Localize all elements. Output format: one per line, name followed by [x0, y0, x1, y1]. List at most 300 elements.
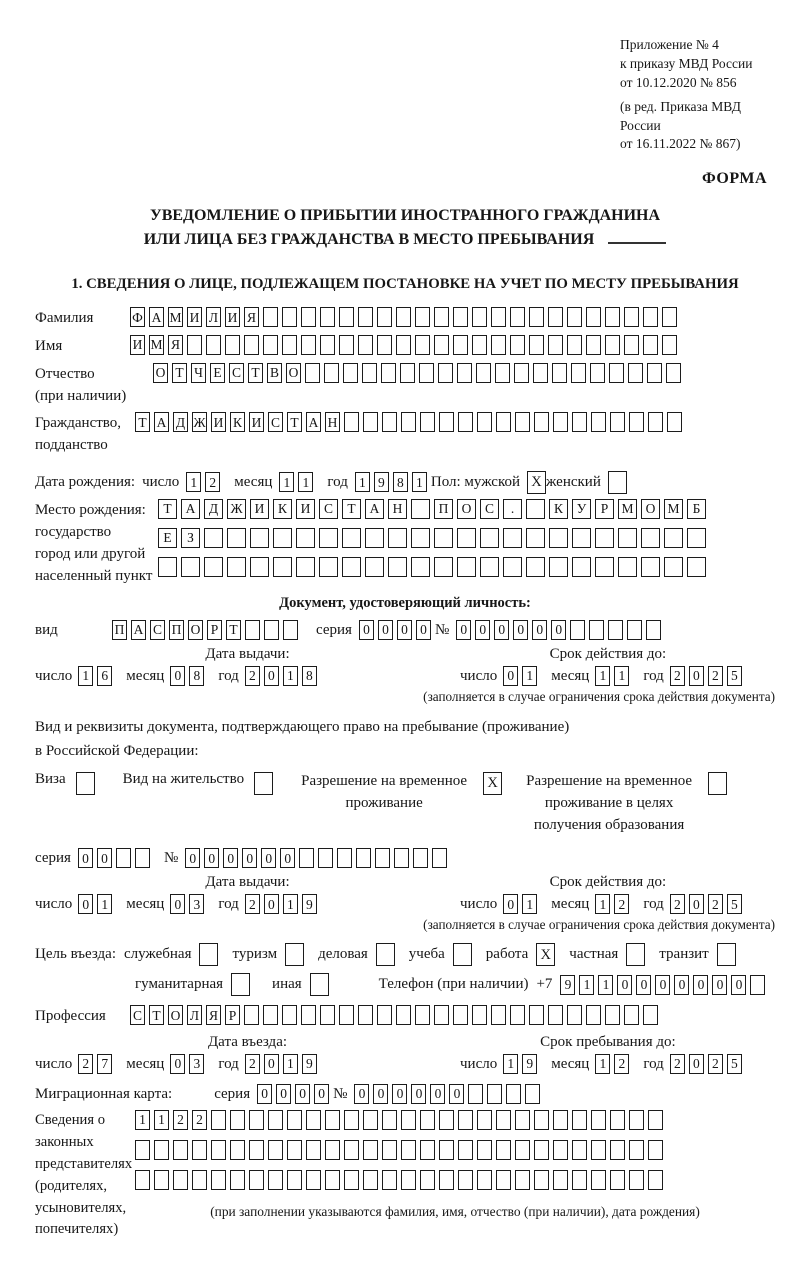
- char-box[interactable]: [567, 307, 582, 327]
- char-box[interactable]: [591, 1170, 606, 1190]
- char-box[interactable]: [572, 1110, 587, 1130]
- char-box[interactable]: 7: [97, 1054, 112, 1074]
- char-box[interactable]: 0: [280, 848, 295, 868]
- char-box[interactable]: 1: [355, 472, 370, 492]
- char-box[interactable]: [411, 499, 430, 519]
- char-box[interactable]: К: [230, 412, 245, 432]
- char-box[interactable]: 2: [708, 666, 723, 686]
- char-box[interactable]: М: [664, 499, 683, 519]
- purpose-commercial-checkbox[interactable]: [376, 943, 395, 966]
- char-box[interactable]: [415, 1005, 430, 1025]
- char-box[interactable]: 2: [670, 1054, 685, 1074]
- char-box[interactable]: [553, 1140, 568, 1160]
- char-box[interactable]: [211, 1110, 226, 1130]
- char-box[interactable]: 0: [264, 894, 279, 914]
- char-box[interactable]: [263, 1005, 278, 1025]
- char-box[interactable]: [206, 335, 221, 355]
- char-box[interactable]: П: [434, 499, 453, 519]
- char-box[interactable]: 0: [456, 620, 471, 640]
- char-box[interactable]: [299, 848, 314, 868]
- char-box[interactable]: [572, 528, 591, 548]
- char-box[interactable]: [420, 1110, 435, 1130]
- char-box[interactable]: [496, 1140, 511, 1160]
- char-box[interactable]: 9: [302, 1054, 317, 1074]
- char-box[interactable]: [480, 557, 499, 577]
- char-box[interactable]: [396, 1005, 411, 1025]
- char-box[interactable]: 1: [579, 975, 594, 995]
- char-box[interactable]: 0: [655, 975, 670, 995]
- char-box[interactable]: И: [296, 499, 315, 519]
- char-box[interactable]: [306, 1110, 321, 1130]
- char-box[interactable]: 0: [416, 620, 431, 640]
- char-box[interactable]: [339, 307, 354, 327]
- char-box[interactable]: [496, 1170, 511, 1190]
- char-box[interactable]: 0: [551, 620, 566, 640]
- char-box[interactable]: [365, 528, 384, 548]
- char-box[interactable]: 2: [670, 894, 685, 914]
- char-box[interactable]: [192, 1170, 207, 1190]
- char-box[interactable]: Л: [187, 1005, 202, 1025]
- char-box[interactable]: [230, 1110, 245, 1130]
- char-box[interactable]: 1: [283, 666, 298, 686]
- char-box[interactable]: С: [268, 412, 283, 432]
- char-box[interactable]: [610, 412, 625, 432]
- char-box[interactable]: [268, 1140, 283, 1160]
- char-box[interactable]: [458, 1140, 473, 1160]
- char-box[interactable]: 0: [503, 666, 518, 686]
- purpose-tourism-checkbox[interactable]: [285, 943, 304, 966]
- char-box[interactable]: [610, 1140, 625, 1160]
- char-box[interactable]: [249, 1110, 264, 1130]
- char-box[interactable]: 1: [522, 894, 537, 914]
- char-box[interactable]: [664, 528, 683, 548]
- char-box[interactable]: 0: [430, 1084, 445, 1104]
- char-box[interactable]: [491, 1005, 506, 1025]
- char-box[interactable]: У: [572, 499, 591, 519]
- char-box[interactable]: [363, 1140, 378, 1160]
- char-box[interactable]: [503, 557, 522, 577]
- char-box[interactable]: [411, 528, 430, 548]
- char-box[interactable]: [648, 1170, 663, 1190]
- char-box[interactable]: [318, 848, 333, 868]
- char-box[interactable]: 0: [712, 975, 727, 995]
- char-box[interactable]: [496, 412, 511, 432]
- char-box[interactable]: [439, 1140, 454, 1160]
- char-box[interactable]: [567, 335, 582, 355]
- char-box[interactable]: [572, 1170, 587, 1190]
- char-box[interactable]: [534, 1110, 549, 1130]
- char-box[interactable]: 0: [636, 975, 651, 995]
- char-box[interactable]: Я: [206, 1005, 221, 1025]
- char-box[interactable]: [476, 363, 491, 383]
- char-box[interactable]: [401, 412, 416, 432]
- char-box[interactable]: [249, 1170, 264, 1190]
- char-box[interactable]: Ж: [227, 499, 246, 519]
- char-box[interactable]: 8: [302, 666, 317, 686]
- char-box[interactable]: [552, 363, 567, 383]
- char-box[interactable]: [591, 412, 606, 432]
- char-box[interactable]: [319, 557, 338, 577]
- char-box[interactable]: [324, 363, 339, 383]
- char-box[interactable]: 2: [205, 472, 220, 492]
- char-box[interactable]: С: [480, 499, 499, 519]
- char-box[interactable]: [529, 335, 544, 355]
- char-box[interactable]: 1: [298, 472, 313, 492]
- char-box[interactable]: [608, 620, 623, 640]
- char-box[interactable]: [273, 528, 292, 548]
- char-box[interactable]: [648, 412, 663, 432]
- char-box[interactable]: [382, 1110, 397, 1130]
- char-box[interactable]: 0: [494, 620, 509, 640]
- char-box[interactable]: [647, 363, 662, 383]
- char-box[interactable]: [388, 557, 407, 577]
- char-box[interactable]: 1: [154, 1110, 169, 1130]
- char-box[interactable]: Я: [168, 335, 183, 355]
- char-box[interactable]: [629, 412, 644, 432]
- char-box[interactable]: [319, 528, 338, 548]
- char-box[interactable]: [458, 1170, 473, 1190]
- char-box[interactable]: О: [188, 620, 203, 640]
- char-box[interactable]: [591, 1140, 606, 1160]
- char-box[interactable]: [344, 1170, 359, 1190]
- char-box[interactable]: [472, 335, 487, 355]
- char-box[interactable]: [553, 412, 568, 432]
- char-box[interactable]: [287, 1170, 302, 1190]
- char-box[interactable]: [342, 557, 361, 577]
- char-box[interactable]: Е: [210, 363, 225, 383]
- char-box[interactable]: Н: [325, 412, 340, 432]
- char-box[interactable]: [534, 1170, 549, 1190]
- char-box[interactable]: [480, 528, 499, 548]
- char-box[interactable]: Б: [687, 499, 706, 519]
- char-box[interactable]: М: [168, 307, 183, 327]
- char-box[interactable]: [116, 848, 131, 868]
- char-box[interactable]: 0: [513, 620, 528, 640]
- char-box[interactable]: [415, 307, 430, 327]
- char-box[interactable]: [420, 1140, 435, 1160]
- char-box[interactable]: [472, 307, 487, 327]
- char-box[interactable]: С: [229, 363, 244, 383]
- char-box[interactable]: 6: [97, 666, 112, 686]
- char-box[interactable]: [377, 1005, 392, 1025]
- char-box[interactable]: [487, 1084, 502, 1104]
- char-box[interactable]: [363, 1170, 378, 1190]
- char-box[interactable]: [491, 335, 506, 355]
- char-box[interactable]: 9: [374, 472, 389, 492]
- char-box[interactable]: [306, 1140, 321, 1160]
- char-box[interactable]: [458, 412, 473, 432]
- char-box[interactable]: [282, 307, 297, 327]
- char-box[interactable]: [362, 363, 377, 383]
- char-box[interactable]: [534, 1140, 549, 1160]
- char-box[interactable]: 0: [242, 848, 257, 868]
- char-box[interactable]: 0: [449, 1084, 464, 1104]
- char-box[interactable]: 0: [264, 666, 279, 686]
- education-residence-checkbox[interactable]: [708, 772, 727, 795]
- char-box[interactable]: [227, 557, 246, 577]
- char-box[interactable]: [173, 1140, 188, 1160]
- char-box[interactable]: [268, 1110, 283, 1130]
- char-box[interactable]: Т: [287, 412, 302, 432]
- char-box[interactable]: [211, 1140, 226, 1160]
- char-box[interactable]: [548, 335, 563, 355]
- char-box[interactable]: [339, 335, 354, 355]
- char-box[interactable]: 0: [731, 975, 746, 995]
- char-box[interactable]: [618, 557, 637, 577]
- char-box[interactable]: А: [181, 499, 200, 519]
- char-box[interactable]: [375, 848, 390, 868]
- char-box[interactable]: [687, 557, 706, 577]
- char-box[interactable]: [510, 307, 525, 327]
- char-box[interactable]: [287, 1140, 302, 1160]
- char-box[interactable]: 2: [192, 1110, 207, 1130]
- char-box[interactable]: [641, 528, 660, 548]
- char-box[interactable]: [434, 335, 449, 355]
- char-box[interactable]: [662, 307, 677, 327]
- char-box[interactable]: [590, 363, 605, 383]
- char-box[interactable]: 0: [689, 666, 704, 686]
- char-box[interactable]: [553, 1110, 568, 1130]
- char-box[interactable]: С: [319, 499, 338, 519]
- char-box[interactable]: Д: [173, 412, 188, 432]
- char-box[interactable]: [363, 1110, 378, 1130]
- char-box[interactable]: 0: [78, 894, 93, 914]
- purpose-business-checkbox[interactable]: [199, 943, 218, 966]
- char-box[interactable]: [515, 1170, 530, 1190]
- char-box[interactable]: Р: [595, 499, 614, 519]
- char-box[interactable]: М: [149, 335, 164, 355]
- char-box[interactable]: [643, 335, 658, 355]
- char-box[interactable]: [595, 557, 614, 577]
- char-box[interactable]: 2: [670, 666, 685, 686]
- char-box[interactable]: 0: [354, 1084, 369, 1104]
- char-box[interactable]: [549, 557, 568, 577]
- char-box[interactable]: [529, 307, 544, 327]
- char-box[interactable]: 0: [185, 848, 200, 868]
- char-box[interactable]: [434, 528, 453, 548]
- char-box[interactable]: [301, 307, 316, 327]
- char-box[interactable]: [624, 335, 639, 355]
- residence-permit-checkbox[interactable]: [254, 772, 273, 795]
- char-box[interactable]: Н: [388, 499, 407, 519]
- char-box[interactable]: 8: [393, 472, 408, 492]
- char-box[interactable]: [225, 335, 240, 355]
- char-box[interactable]: 0: [170, 1054, 185, 1074]
- char-box[interactable]: 0: [97, 848, 112, 868]
- char-box[interactable]: 2: [614, 894, 629, 914]
- char-box[interactable]: [624, 1005, 639, 1025]
- char-box[interactable]: 1: [595, 666, 610, 686]
- char-box[interactable]: [158, 557, 177, 577]
- char-box[interactable]: [250, 557, 269, 577]
- char-box[interactable]: [549, 528, 568, 548]
- temporary-residence-checkbox[interactable]: X: [483, 772, 502, 795]
- char-box[interactable]: [339, 1005, 354, 1025]
- char-box[interactable]: [553, 1170, 568, 1190]
- char-box[interactable]: 5: [727, 894, 742, 914]
- char-box[interactable]: 0: [257, 1084, 272, 1104]
- char-box[interactable]: [344, 412, 359, 432]
- char-box[interactable]: 9: [560, 975, 575, 995]
- char-box[interactable]: 5: [727, 666, 742, 686]
- char-box[interactable]: [244, 335, 259, 355]
- char-box[interactable]: 1: [595, 1054, 610, 1074]
- char-box[interactable]: 1: [598, 975, 613, 995]
- char-box[interactable]: [648, 1110, 663, 1130]
- char-box[interactable]: 0: [223, 848, 238, 868]
- char-box[interactable]: [230, 1170, 245, 1190]
- char-box[interactable]: [567, 1005, 582, 1025]
- char-box[interactable]: П: [169, 620, 184, 640]
- char-box[interactable]: [282, 1005, 297, 1025]
- char-box[interactable]: И: [249, 412, 264, 432]
- visa-checkbox[interactable]: [76, 772, 95, 795]
- char-box[interactable]: [515, 412, 530, 432]
- char-box[interactable]: [641, 557, 660, 577]
- purpose-transit-checkbox[interactable]: [717, 943, 736, 966]
- char-box[interactable]: 1: [595, 894, 610, 914]
- char-box[interactable]: 0: [392, 1084, 407, 1104]
- char-box[interactable]: [401, 1110, 416, 1130]
- char-box[interactable]: [187, 335, 202, 355]
- char-box[interactable]: [396, 335, 411, 355]
- char-box[interactable]: [415, 335, 430, 355]
- char-box[interactable]: [453, 1005, 468, 1025]
- char-box[interactable]: [419, 363, 434, 383]
- char-box[interactable]: 0: [411, 1084, 426, 1104]
- char-box[interactable]: [548, 1005, 563, 1025]
- char-box[interactable]: 2: [245, 894, 260, 914]
- char-box[interactable]: 0: [314, 1084, 329, 1104]
- purpose-private-checkbox[interactable]: [626, 943, 645, 966]
- char-box[interactable]: [344, 1140, 359, 1160]
- char-box[interactable]: [358, 307, 373, 327]
- char-box[interactable]: [377, 307, 392, 327]
- char-box[interactable]: [664, 557, 683, 577]
- purpose-humanitarian-checkbox[interactable]: [231, 973, 250, 996]
- char-box[interactable]: [572, 1140, 587, 1160]
- char-box[interactable]: [605, 335, 620, 355]
- char-box[interactable]: 2: [78, 1054, 93, 1074]
- char-box[interactable]: М: [618, 499, 637, 519]
- char-box[interactable]: 0: [170, 894, 185, 914]
- char-box[interactable]: 1: [503, 1054, 518, 1074]
- char-box[interactable]: [496, 1110, 511, 1130]
- char-box[interactable]: [570, 620, 585, 640]
- char-box[interactable]: 0: [204, 848, 219, 868]
- char-box[interactable]: [413, 848, 428, 868]
- char-box[interactable]: [434, 307, 449, 327]
- char-box[interactable]: [514, 363, 529, 383]
- char-box[interactable]: Р: [225, 1005, 240, 1025]
- char-box[interactable]: К: [273, 499, 292, 519]
- purpose-other-checkbox[interactable]: [310, 973, 329, 996]
- char-box[interactable]: 3: [189, 894, 204, 914]
- char-box[interactable]: 9: [522, 1054, 537, 1074]
- char-box[interactable]: [534, 412, 549, 432]
- char-box[interactable]: А: [365, 499, 384, 519]
- char-box[interactable]: [687, 528, 706, 548]
- char-box[interactable]: [648, 1140, 663, 1160]
- char-box[interactable]: 2: [614, 1054, 629, 1074]
- char-box[interactable]: [250, 528, 269, 548]
- gender-male-checkbox[interactable]: X: [527, 471, 546, 494]
- char-box[interactable]: 2: [173, 1110, 188, 1130]
- char-box[interactable]: Е: [158, 528, 177, 548]
- char-box[interactable]: 2: [708, 894, 723, 914]
- char-box[interactable]: 0: [532, 620, 547, 640]
- char-box[interactable]: [388, 528, 407, 548]
- char-box[interactable]: 3: [189, 1054, 204, 1074]
- char-box[interactable]: [192, 1140, 207, 1160]
- char-box[interactable]: И: [187, 307, 202, 327]
- char-box[interactable]: [628, 363, 643, 383]
- char-box[interactable]: [296, 557, 315, 577]
- char-box[interactable]: [382, 412, 397, 432]
- char-box[interactable]: [244, 1005, 259, 1025]
- char-box[interactable]: .: [503, 499, 522, 519]
- char-box[interactable]: [204, 557, 223, 577]
- char-box[interactable]: [609, 363, 624, 383]
- char-box[interactable]: [667, 412, 682, 432]
- char-box[interactable]: 0: [78, 848, 93, 868]
- char-box[interactable]: 2: [708, 1054, 723, 1074]
- char-box[interactable]: 0: [170, 666, 185, 686]
- char-box[interactable]: [605, 307, 620, 327]
- char-box[interactable]: [526, 499, 545, 519]
- char-box[interactable]: И: [211, 412, 226, 432]
- char-box[interactable]: [432, 848, 447, 868]
- char-box[interactable]: [227, 528, 246, 548]
- char-box[interactable]: [591, 1110, 606, 1130]
- char-box[interactable]: [477, 1170, 492, 1190]
- char-box[interactable]: [356, 848, 371, 868]
- char-box[interactable]: [358, 1005, 373, 1025]
- char-box[interactable]: [605, 1005, 620, 1025]
- char-box[interactable]: [439, 1170, 454, 1190]
- char-box[interactable]: С: [130, 1005, 145, 1025]
- char-box[interactable]: 0: [295, 1084, 310, 1104]
- char-box[interactable]: 1: [283, 1054, 298, 1074]
- char-box[interactable]: [400, 363, 415, 383]
- char-box[interactable]: [306, 1170, 321, 1190]
- char-box[interactable]: [629, 1110, 644, 1130]
- char-box[interactable]: 0: [617, 975, 632, 995]
- char-box[interactable]: [230, 1140, 245, 1160]
- char-box[interactable]: 1: [412, 472, 427, 492]
- char-box[interactable]: [343, 363, 358, 383]
- char-box[interactable]: Ж: [192, 412, 207, 432]
- char-box[interactable]: [515, 1140, 530, 1160]
- char-box[interactable]: [750, 975, 765, 995]
- char-box[interactable]: [154, 1140, 169, 1160]
- char-box[interactable]: Р: [207, 620, 222, 640]
- char-box[interactable]: [491, 307, 506, 327]
- char-box[interactable]: [401, 1140, 416, 1160]
- char-box[interactable]: [325, 1110, 340, 1130]
- char-box[interactable]: [572, 412, 587, 432]
- purpose-study-checkbox[interactable]: [453, 943, 472, 966]
- char-box[interactable]: [382, 1140, 397, 1160]
- char-box[interactable]: [337, 848, 352, 868]
- char-box[interactable]: Т: [172, 363, 187, 383]
- char-box[interactable]: 0: [674, 975, 689, 995]
- char-box[interactable]: 9: [302, 894, 317, 914]
- char-box[interactable]: [154, 1170, 169, 1190]
- char-box[interactable]: 0: [689, 894, 704, 914]
- char-box[interactable]: 8: [189, 666, 204, 686]
- char-box[interactable]: 0: [276, 1084, 291, 1104]
